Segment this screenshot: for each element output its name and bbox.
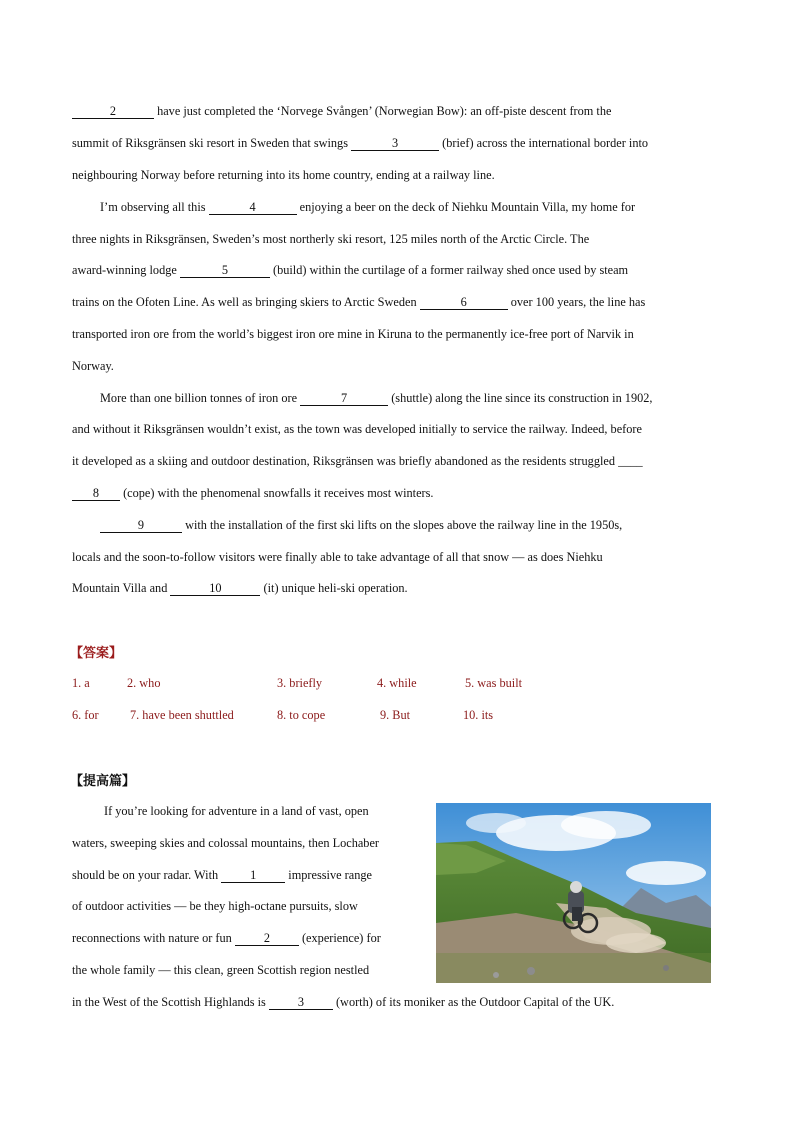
answer-9: 9. But — [380, 708, 411, 722]
answer-6: 6. for — [72, 708, 99, 722]
p1-line-5: three nights in Riksgränsen, Sweden’s most northerly ski resort, 125 miles north of the Arctic Circle. The — [72, 232, 590, 246]
answer-1: 1. a — [72, 676, 90, 690]
p1-line-7: trains on the Ofoten Line. As well as bringing skiers to Arctic Sweden 6 over 100 years, the line has — [72, 295, 646, 309]
p2-line-4: of outdoor activities — be they high-octane pursuits, slow — [72, 899, 358, 913]
p2-blank-3: 3 — [269, 996, 333, 1010]
p2-blank-2: 2 — [235, 932, 299, 946]
p1-line-10: More than one billion tonnes of iron ore 7 (shuttle) along the line since its construction in 1902, — [100, 391, 653, 405]
landscape-illustration — [436, 803, 711, 983]
blank-5: 5 — [180, 264, 270, 278]
blank-7: 7 — [300, 392, 388, 406]
p1-line-1: 2 have just completed the ‘Norvege Svången’ (Norwegian Bow): an off-piste descent from the — [72, 103, 611, 119]
blank-10: 10 — [170, 582, 260, 596]
p2-line-3: should be on your radar. With 1 impressive range — [72, 868, 372, 882]
p2-line-1: If you’re looking for adventure in a land of vast, open — [104, 804, 369, 818]
p1-line-15: locals and the soon-to-follow visitors were finally able to take advantage of all that snow — as does Niehku — [72, 550, 603, 564]
answers-heading: 【答案】 — [70, 646, 123, 661]
p1-line-8: transported iron ore from the world’s biggest iron ore mine in Kiruna to the permanently ice-free port of Narvik in — [72, 327, 634, 341]
blank-4: 4 — [209, 201, 297, 215]
advanced-heading: 【提高篇】 — [70, 774, 136, 789]
answer-8: 8. to cope — [277, 708, 326, 722]
answer-2: 2. who — [127, 676, 161, 690]
p1-line-13: 8 (cope) with the phenomenal snowfalls it receives most winters. — [72, 485, 434, 501]
blank-2: 2 — [72, 105, 154, 119]
blank-3: 3 — [351, 137, 439, 151]
blank-9: 9 — [100, 519, 182, 533]
answer-3: 3. briefly — [277, 676, 323, 690]
answer-7: 7. have been shuttled — [130, 708, 234, 722]
p1-line-6: award-winning lodge 5 (build) within the curtilage of a former railway shed once used by steam — [72, 263, 629, 277]
answer-5: 5. was built — [465, 676, 523, 690]
p1-line-12: it developed as a skiing and outdoor destination, Riksgränsen was briefly abandoned as the residents struggled ____ — [72, 454, 643, 468]
p1-line-14: 9 with the installation of the first ski lifts on the slopes above the railway line in the 1950s, — [100, 517, 622, 533]
p1-line-9: Norway. — [72, 359, 114, 373]
p2-blank-1: 1 — [221, 869, 285, 883]
p2-line-5: reconnections with nature or fun 2 (experience) for — [72, 931, 381, 945]
p1-line-4: I’m observing all this 4 enjoying a beer on the deck of Niehku Mountain Villa, my home for — [100, 200, 636, 214]
p1-line-3: neighbouring Norway before returning into its home country, ending at a railway line. — [72, 168, 495, 182]
blank-8: 8 — [72, 487, 120, 501]
answer-4: 4. while — [377, 676, 417, 690]
answer-10: 10. its — [463, 708, 494, 722]
p1-line-11: and without it Riksgränsen wouldn’t exist, as the town was developed initially to service the railway. Indeed, before — [72, 422, 642, 436]
p1-line-16: Mountain Villa and 10 (it) unique heli-ski operation. — [72, 581, 408, 595]
p1-line-2: summit of Riksgränsen ski resort in Sweden that swings 3 (brief) across the international border into — [72, 136, 649, 150]
blank-6: 6 — [420, 296, 508, 310]
p2-line-6: the whole family — this clean, green Scottish region nestled — [72, 963, 370, 977]
p2-line-2: waters, sweeping skies and colossal mountains, then Lochaber — [72, 836, 380, 850]
p2-line-7: in the West of the Scottish Highlands is 3 (worth) of its moniker as the Outdoor Capital of the UK. — [72, 995, 615, 1009]
mountain-biker-photo — [436, 803, 711, 983]
